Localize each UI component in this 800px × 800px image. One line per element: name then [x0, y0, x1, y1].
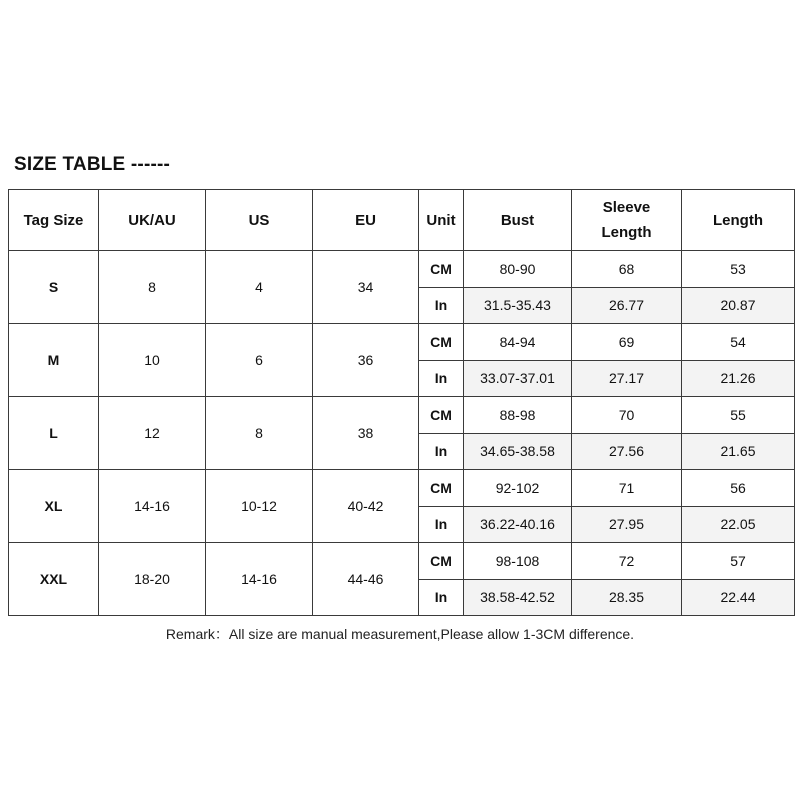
- size-table: [8, 189, 795, 616]
- bust-cell: 80-90: [464, 251, 572, 288]
- us-cell: 10-12: [206, 470, 313, 543]
- unit-cell: In: [419, 579, 464, 616]
- length-cell: 54: [682, 324, 795, 361]
- unit-cell: In: [419, 433, 464, 470]
- sleeve-length-cell: 68: [572, 251, 682, 288]
- length-cell: 53: [682, 251, 795, 288]
- header-tag-size: Tag Size: [9, 190, 99, 251]
- length-cell: 57: [682, 543, 795, 580]
- header-uk-au: UK/AU: [99, 190, 206, 251]
- sleeve-length-cell: 72: [572, 543, 682, 580]
- length-cell: 22.05: [682, 506, 795, 543]
- us-cell: 14-16: [206, 543, 313, 616]
- header-bust: Bust: [464, 190, 572, 251]
- unit-cell: CM: [419, 251, 464, 288]
- us-cell: 4: [206, 251, 313, 324]
- header-eu: EU: [313, 190, 419, 251]
- sleeve-length-cell: 28.35: [572, 579, 682, 616]
- eu-cell: 34: [313, 251, 419, 324]
- sleeve-length-cell: 70: [572, 397, 682, 434]
- tag-size-cell: M: [9, 324, 99, 397]
- header-us: US: [206, 190, 313, 251]
- sleeve-length-cell: 69: [572, 324, 682, 361]
- remark-note: Remark：All size are manual measurement,Please allow 1-3CM difference.: [165, 626, 635, 642]
- tag-size-cell: S: [9, 251, 99, 324]
- eu-cell: 44-46: [313, 543, 419, 616]
- sleeve-length-cell: 27.56: [572, 433, 682, 470]
- unit-cell: CM: [419, 397, 464, 434]
- table-row-cm: [9, 397, 795, 434]
- header-sleeve-line2: Length: [601, 224, 652, 241]
- eu-cell: 38: [313, 397, 419, 470]
- tag-size-cell: XXL: [9, 543, 99, 616]
- page-title: SIZE TABLE ------: [14, 154, 171, 175]
- header-length: Length: [682, 190, 795, 251]
- unit-cell: CM: [419, 324, 464, 361]
- table-row-cm: [9, 324, 795, 361]
- unit-cell: CM: [419, 470, 464, 507]
- table-row-cm: [9, 251, 795, 288]
- sleeve-length-cell: 27.95: [572, 506, 682, 543]
- bust-cell: 36.22-40.16: [464, 506, 572, 543]
- length-cell: 20.87: [682, 287, 795, 324]
- sleeve-length-cell: 71: [572, 470, 682, 507]
- bust-cell: 92-102: [464, 470, 572, 507]
- table-row-cm: [9, 470, 795, 507]
- tag-size-cell: XL: [9, 470, 99, 543]
- length-cell: 21.65: [682, 433, 795, 470]
- unit-cell: In: [419, 287, 464, 324]
- eu-cell: 40-42: [313, 470, 419, 543]
- length-cell: 21.26: [682, 360, 795, 397]
- header-sleeve-line1: Sleeve: [602, 199, 651, 216]
- header-sleeve-length: [572, 190, 682, 251]
- bust-cell: 33.07-37.01: [464, 360, 572, 397]
- header-row: [9, 190, 795, 251]
- length-cell: 22.44: [682, 579, 795, 616]
- bust-cell: 38.58-42.52: [464, 579, 572, 616]
- table-row-cm: [9, 543, 795, 580]
- unit-cell: In: [419, 360, 464, 397]
- header-unit: Unit: [419, 190, 464, 251]
- sleeve-length-cell: 27.17: [572, 360, 682, 397]
- us-cell: 6: [206, 324, 313, 397]
- eu-cell: 36: [313, 324, 419, 397]
- bust-cell: 31.5-35.43: [464, 287, 572, 324]
- bust-cell: 34.65-38.58: [464, 433, 572, 470]
- tag-size-cell: L: [9, 397, 99, 470]
- unit-cell: In: [419, 506, 464, 543]
- sleeve-length-cell: 26.77: [572, 287, 682, 324]
- unit-cell: CM: [419, 543, 464, 580]
- length-cell: 56: [682, 470, 795, 507]
- bust-cell: 98-108: [464, 543, 572, 580]
- bust-cell: 84-94: [464, 324, 572, 361]
- uk-au-cell: 8: [99, 251, 206, 324]
- uk-au-cell: 18-20: [99, 543, 206, 616]
- uk-au-cell: 10: [99, 324, 206, 397]
- uk-au-cell: 12: [99, 397, 206, 470]
- uk-au-cell: 14-16: [99, 470, 206, 543]
- us-cell: 8: [206, 397, 313, 470]
- bust-cell: 88-98: [464, 397, 572, 434]
- length-cell: 55: [682, 397, 795, 434]
